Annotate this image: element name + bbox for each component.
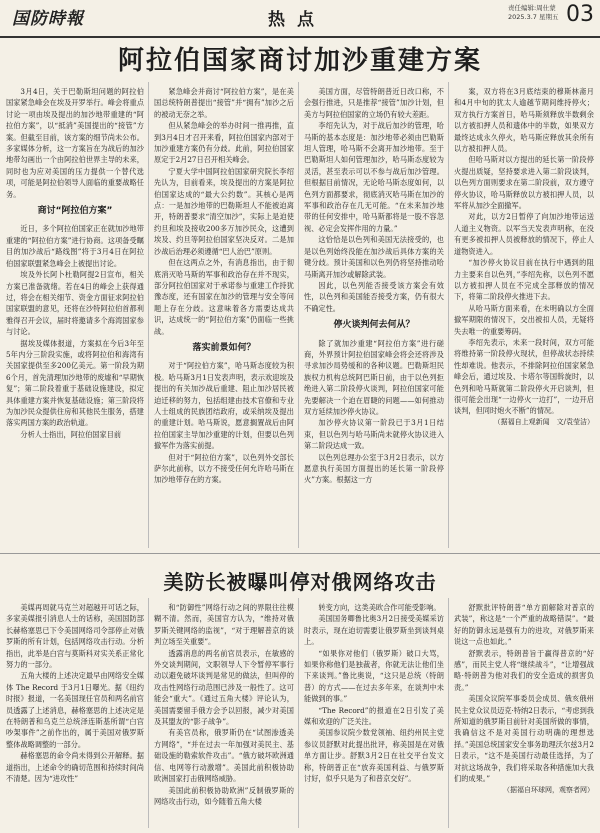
subheading: 停火谈判何去何从？: [333, 320, 415, 331]
paragraph: “加沙停火协议目前在执行中遇到的阻力主要来自以色列，”李绍先称，以色列不愿以方被扣押人员在不完成全部释放的情况下，将第二阶段停火推进下去。: [454, 258, 594, 302]
article2-column-2: [154, 602, 294, 828]
paragraph: 案，双方将在3月底结束的穆斯林斋月和4月中旬的犹太人逾越节期间维持停火；双方执行方案首日，哈马斯须释放半数剩余以方被扣押人员和遗体中的半数，如果双方最终达成永久停火，哈马斯应释放其余所有以方被扣押人员。: [454, 87, 594, 154]
paragraph: 美国此前积极协助欧洲”反制俄罗斯的网络攻击行动，如今随着五角大楼: [154, 785, 294, 806]
article1-column-2: [154, 86, 294, 548]
article-credit: （据福自环球网，观察者网）: [503, 785, 594, 794]
article1-column-3: [304, 86, 444, 548]
issue-date: 2025.3.7 星期五: [508, 13, 559, 21]
paragraph: 加沙停火协议第一阶段已于3月1日结束，但以色列与哈马斯尚未就停火协议进入第二阶段达成一致。: [304, 418, 444, 451]
paragraph: 从哈马斯方面来看，在未明确以方全面撤军期限的情况下，交出被扣人员，无疑将失去唯一的重要筹码。: [454, 303, 594, 336]
paragraph: 赫格塞思的命令尚未得到公开解释。据道指出，上述命令的确切范围和持续时间尚不清楚。因为“进攻性”: [6, 751, 144, 784]
paragraph: 因此，以色列能否接受该方案会有效性，以色列和美国能否接受方案，仍有很大不确定性。: [304, 280, 444, 313]
paragraph: 美国方面，尽管特朗普近日改口称，不会强行推进，只是推荐“接管”加沙计划，但美方与阿拉伯国家的立场仍有较大差距。: [304, 87, 444, 119]
article2-headline: 美防长被曝叫停对俄网络攻击: [163, 570, 437, 594]
page-meta: [508, 4, 559, 22]
paragraph: 以色列总理办公室于3月2日表示，以方愿意执行美国方面提出的延长第一阶段停火”方案。根据这一方: [304, 452, 444, 485]
article2-column-3: [304, 602, 444, 828]
paragraph: 近日，多个阿拉伯国家正在就加沙地带重建的“阿拉伯方案”进行协商。这项备受瞩目的加沙战后“路线图”将于3月4日在阿拉伯国家联盟紧急峰会上被提出讨论。: [6, 224, 144, 268]
editor-credit: 责任编辑:周仕蒙: [508, 4, 556, 12]
article-divider: [0, 553, 600, 554]
paragraph: 李绍先认为，对于战后加沙的管理，哈马斯的基本态度是：加沙地带必须由巴勒斯坦人管理，哈马斯不会离开加沙地带。至于巴勒斯坦人如何管理加沙，哈马斯态度较为灵活，甚至表示可以不参与战后加沙管理。但根据目前情况，无论哈马斯态度如何，以色列方面都要求，彻底消灭哈马斯在加沙的军事和政治存在几无可能。“在未来加沙地带的任何安排中，哈马斯都将是一股不容忽视、必定会发挥作用的力量。”: [304, 121, 444, 233]
column-divider: [448, 82, 449, 548]
paragraph: 和“防御性”网络行动之间的界限往往模糊不清。然而，美国官方认为，“维持对俄罗斯关键网络的监视”，“对于理解普京的谈判立场至关重要”。: [154, 603, 294, 647]
paragraph: 但在这两点之外，有消息指出，由于彻底消灭哈马斯的军事和政治存在并不现实，部分阿拉伯国家对于承诺参与重建工作持犹豫态度，还有国家在加沙的管理与安全等问题上存在分歧。这意味着各方需要达成共识，达成统一的“阿拉伯方案”仍面临一些挑战。: [154, 258, 294, 336]
subheading: 商讨“阿拉伯方案”: [37, 206, 113, 217]
paragraph: 但从紧急峰会的举办时间一推再推，直到3月4日才召开来看，阿拉伯国家内部对于加沙重建方案仍有分歧。此前，阿拉伯国家原定于2月27日召开相关峰会。: [154, 121, 294, 165]
paragraph: 五角大楼的上述决定最早由网络安全媒体 The Record 于3月1日曝光。据《纽约时报》报道，一名美国现任官员和两名前官员透露了上述消息，赫格塞思的上述决定是在特朗普和乌克兰总统泽连斯基所谓“白宫吵架事件”之前作出的，属于美国对俄罗斯整体战略调整的一部分。: [6, 671, 144, 749]
article2-column-1: [6, 602, 144, 828]
paragraph: 美媒再周就马克兰对超越开可话之际，多家美媒报引消息人士的话称，美国国防部长赫格塞思已下令美国网络司令部停止对俄罗斯的所有计划，包括网络攻击行动。分析指出，此举是白宫与莫斯科对实关系正常化努力的一部分。: [6, 603, 144, 670]
paragraph: 舒默表示，特朗普旨于赢得普京的“好感”，而民主党人将“继续战斗”，“让增强战略·特朗普为他对我们的安全造成的损害负责。”: [454, 648, 594, 692]
paragraph: “如果你对他们（俄罗斯）破口大骂，如果你称他们是独裁者，你就无法让他们坐下来谈判。”鲁比奥说，“这只是总统（特朗普）的方式——在过去多年来，在谈判中未能做到的事。”: [304, 648, 444, 704]
masthead: [0, 0, 600, 38]
column-divider: [148, 82, 149, 548]
newspaper-logo: 国防時報: [12, 9, 84, 29]
paragraph: 据埃及媒体报道，方案拟在今后3年至5年内分三阶段实施，或将阿拉伯和海湾有关国家提供至多200亿美元。第一阶段为期6个月，首先清理加沙地带的废墟和“早期恢复”；第二阶段着重于基础设施建设，拟定具体重建方案并恢复基础设施；第三阶段将为加沙民众提供住房和其他民生服务，搭建落实两国方案的政治轨道。: [6, 338, 144, 428]
paragraph: 埃及外长阿卜杜勒阿提2日宣布，相关方案已准备就绪。若在4日的峰会上获得通过，将会在相关细节、资金方面征求阿拉伯国家联盟的意见，还将在沙特阿拉伯首都利雅得召开会议，届时将邀请多个海湾国家参与讨论。: [6, 270, 144, 337]
paragraph: 转变方向，这类美欧合作可能受影响。: [318, 603, 441, 612]
paragraph: “The Record”的报道在2日引发了美媒和欢迎的广泛关注。: [304, 705, 444, 727]
paragraph: 宁夏大学中国阿拉伯国家研究院长李绍先认为，目前看来，埃及提出的方案是阿拉伯国家达成的“最大公约数”。其核心是两点：一是加沙地带的巴勒斯坦人不能被迫离开，特朗普要求“清空加沙”，实际上是迫使约旦和埃及接收200多万加沙民众，这遭到埃及、约旦等阿拉伯国家坚决反对。二是加沙战后治理必须遵循“巴人治巴”原则。: [154, 166, 294, 256]
paragraph: 舒默批评特朗普“单方面解除对普京的武装”，称这是“一个严重的战略错误”。“最好的防御永远是强有力的进攻，对俄罗斯来说这一点也如此。”: [454, 603, 594, 647]
paragraph: 李绍先表示，未来一段时间，双方可能将维持第一阶段停火现状，但停战状态持续性却难说。他表示，不排除阿拉伯国家紧急峰会后，通过埃及、卡塔尔等国斡旋时，以色列和哈马斯就第二阶段停火开启谈判，但很可能会出现“一边停火一边打”，一边开启谈判，但同时炮火不断”的情况。: [454, 337, 594, 416]
paragraph: 美国众议院军事委员会成员、俄亥俄州民主党众议员迈克·特纳2日表示，“考虑到我所知道的俄罗斯目前针对美国所做的事情，我确信这不是对美国行动明确的理想选择。”美国总统国家安全事务助理沃尔兹3月2日表示，“这不是美国行动最佳选择，为了对抗这场战争，我们将采取各种措施加大我们的成果。”: [454, 694, 594, 784]
paragraph: 但哈马斯对以方提出的延长第一阶段停火提出质疑，坚持要求进入第二阶段谈判，以色列方面则要求在第二阶段前，双方遵守停火协议，哈马斯释放以方被扣押人员，以军将从加沙全面撤军。: [454, 155, 594, 211]
paragraph: 分析人士指出，阿拉伯国家目前: [20, 429, 122, 439]
column-divider: [448, 598, 449, 828]
article1-column-4: [454, 86, 594, 548]
column-divider: [298, 598, 299, 828]
paragraph: 紧急峰会并商讨“阿拉伯方案”，是在美国总统特朗普提出“接管”并“拥有”加沙之后的被动无奈之举。: [154, 87, 294, 119]
section-title: 热点: [268, 10, 326, 30]
paragraph: 但对于“阿拉伯方案”，以色列外交部长萨尔此前称，以方不接受任何允许哈马斯在加沙地带存在的方案。: [154, 452, 294, 485]
article1-column-1: [6, 86, 144, 548]
column-divider: [148, 598, 149, 828]
article2-column-4: [454, 602, 594, 828]
paragraph: 3月4日，关于巴勒斯坦问题的阿拉伯国家紧急峰会在埃及开罗举行。峰会将重点讨论一项由埃及提出的加沙地带重建的“阿拉伯方案”，以“抵消”美国提出的“接管”方案。但截至目前，该方案的细节尚未公布。多家媒体分析，这一方案旨在为战后的加沙地带勾画出一个由阿拉伯世界主导的未来，同时也为应对美国的压力提供一个替代选项，可能是阿拉伯领导人面临的重要战略任务。: [6, 87, 144, 199]
column-divider: [298, 82, 299, 548]
subheading: 落实前景如何？: [192, 342, 256, 353]
page-number: 03: [566, 2, 594, 27]
paragraph: 对此，以方2日暂停了向加沙地带运送人道主义物资。以军当天发表声明称，在没有更多被扣押人员被释放的情况下，停止人道物资进入。: [454, 212, 594, 256]
paragraph: 有美官员称，俄罗斯仍在“试图渗透美方网络”，“并在过去一年加强对美民主、基础设施的勒索软件攻击”。“俄方破坏欧洲通信、电网等行动激增”。美国此前积极协助欧洲国家打击俄网络威胁。: [154, 728, 294, 784]
paragraph: 这恰恰是以色列和美国无法接受的，也是以色列始终没能在加沙战后具体方案的关键分歧。预计美国和以色列仍将坚持推动哈马斯离开加沙或解除武装。: [304, 235, 444, 279]
paragraph: 美国参议院少数党领袖、纽约州民主党参议员舒默对此提出批评，称美国是在对俄单方面让步。舒默3月2日在社交平台发文称，特朗普正在“放弃美国利益、与俄罗斯讨好，似乎只是为了和普京交好”。: [304, 728, 444, 784]
article-headline: 阿拉伯国家商讨加沙重建方案: [117, 46, 482, 76]
paragraph: 透露消息的两名前官员表示，在敏感的外交谈判期间，文职领导人下令暂停军事行动以避免破坏谈判是常见的做法，但叫停的攻击性网络行动范围已涉及一般性了。这可能会“重大”。《通过五角大楼》评论认为，美国需要留手俄方会予以回报，减少对美国及其盟友的“影子战争”。: [154, 648, 294, 727]
paragraph: 美国国务卿鲁比奥3月2日接受美媒采访时表示，现在迫切需要让俄罗斯坐到谈判桌上。: [304, 614, 444, 647]
paragraph: 对于“阿拉伯方案”，哈马斯态度较为积极。哈马斯3月1日发表声明，表示欢迎埃及提出的有关加沙战后重建、阻止加沙居民被迫迁移的努力，包括组建由技术官僚和专业人士组成的民族团结政府，或采纳埃及提出的重建计划。哈马斯说，愿意搁置战后由阿拉伯国家主导加沙重建的计划，但要以色列撤军作为落实前提。: [154, 361, 294, 451]
article-credit: （据福自上观新闻 文/袁莹洁）: [493, 417, 594, 426]
paragraph: 除了就加沙重建“阿拉伯方案”进行磋商，外界预计阿拉伯国家峰会将会还将涉及寻求加沙局势缓和的各种议题。巴勒斯坦民族权力机构总统阿巴斯日前，由于以色列拒绝进入第二阶段停火谈判，阿拉伯国家可能先要解决一个迫在眉睫的问题——如何推动双方延续加沙停火协议。: [304, 338, 444, 416]
